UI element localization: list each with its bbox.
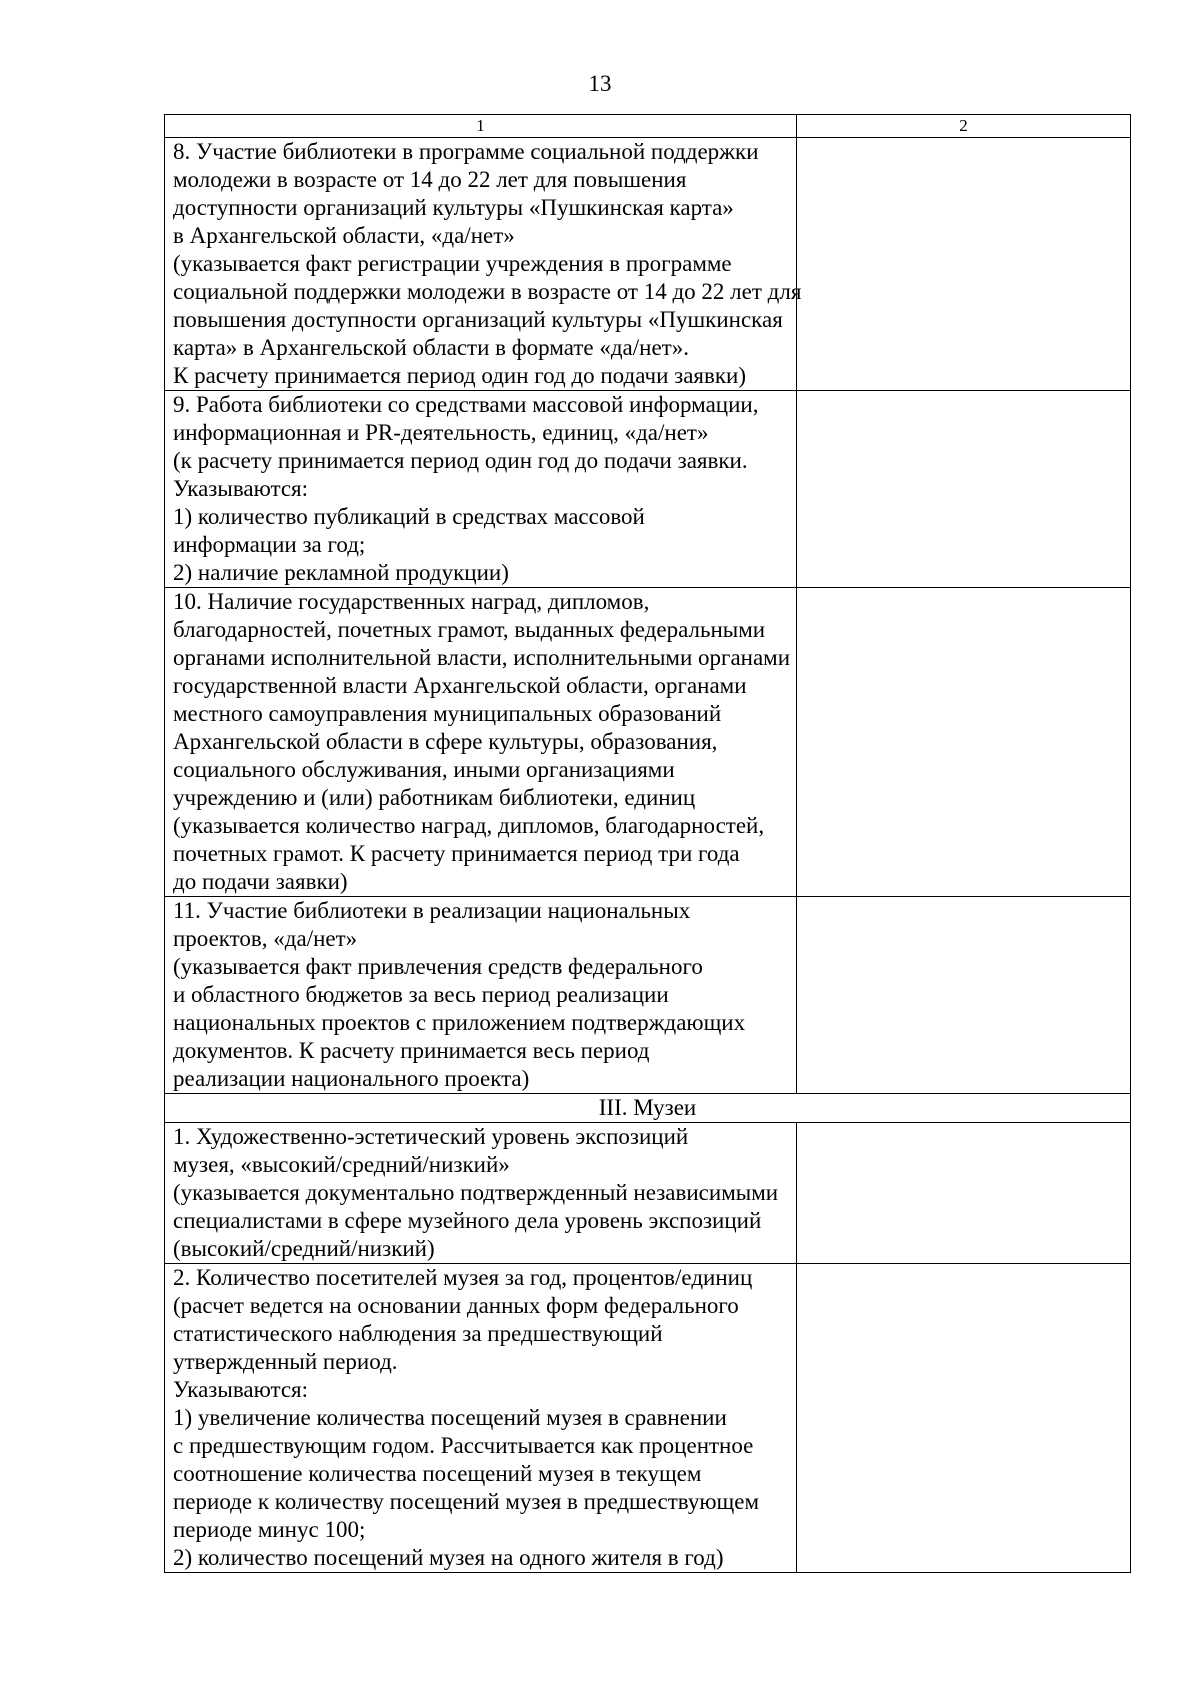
section-title: III. Музеи (165, 1094, 1131, 1123)
criterion-text-line: 1) количество публикаций в средствах массовой (173, 504, 645, 529)
table-row (165, 588, 1131, 897)
value-cell[interactable] (797, 897, 1131, 1094)
criterion-text-line: статистического наблюдения за предшествующий (173, 1321, 663, 1346)
criterion-text-line: 10. Наличие государственных наград, дипломов, (173, 589, 650, 614)
criterion-text-line: утвержденный период. (173, 1349, 398, 1374)
criterion-text-line: социального обслуживания, иными организациями (173, 757, 675, 782)
criteria-table (164, 114, 1131, 1573)
criterion-text-line: (указывается количество наград, дипломов, благодарностей, (173, 813, 765, 838)
table-row (165, 897, 1131, 1094)
criterion-cell (165, 391, 797, 588)
value-cell[interactable] (797, 1123, 1131, 1264)
criterion-text-line: периоде к количеству посещений музея в предшествующем (173, 1489, 760, 1514)
criterion-text-line: информации за год; (173, 532, 366, 557)
criterion-text-line: музея, «высокий/средний/низкий» (173, 1152, 510, 1177)
criterion-text-line: (к расчету принимается период один год до подачи заявки. (173, 448, 748, 473)
criterion-text-line: национальных проектов с приложением подтверждающих (173, 1010, 746, 1035)
criterion-cell (165, 1264, 797, 1573)
criterion-cell (165, 897, 797, 1094)
criterion-text-line: 2) количество посещений музея на одного жителя в год) (173, 1545, 724, 1570)
value-cell[interactable] (797, 138, 1131, 391)
page-number: 13 (588, 71, 612, 96)
column-header-1: 1 (165, 115, 797, 138)
criterion-text-line: (указывается факт привлечения средств федерального (173, 954, 703, 979)
criterion-text-line: Архангельской области в сфере культуры, образования, (173, 729, 718, 754)
criterion-text-line: 1) увеличение количества посещений музея в сравнении (173, 1405, 727, 1430)
table-row (165, 1123, 1131, 1264)
criterion-text-line: (указывается факт регистрации учреждения в программе (173, 251, 732, 276)
criterion-text-line: 8. Участие библиотеки в программе социальной поддержки (173, 139, 759, 164)
criterion-text-line: почетных грамот. К расчету принимается период три года (173, 841, 740, 866)
criterion-text-line: (указывается документально подтвержденный независимыми (173, 1180, 779, 1205)
criterion-text-line: социальной поддержки молодежи в возрасте от 14 до 22 лет для (173, 279, 802, 304)
criterion-text-line: Указываются: (173, 476, 308, 501)
column-header-2: 2 (797, 115, 1131, 138)
criterion-text-line: 1. Художественно-эстетический уровень экспозиций (173, 1124, 689, 1149)
criterion-text-line: периоде минус 100; (173, 1517, 366, 1542)
criterion-text-line: соотношение количества посещений музея в текущем (173, 1461, 702, 1486)
criterion-cell (165, 588, 797, 897)
table-row (165, 138, 1131, 391)
section-header-row (165, 1094, 1131, 1123)
criterion-cell (165, 1123, 797, 1264)
table-row (165, 1264, 1131, 1573)
criterion-text-line: специалистами в сфере музейного дела уровень экспозиций (173, 1208, 762, 1233)
criterion-text-line: учреждению и (или) работникам библиотеки, единиц (173, 785, 696, 810)
criterion-text-line: в Архангельской области, «да/нет» (173, 223, 515, 248)
criterion-text-line: молодежи в возрасте от 14 до 22 лет для повышения (173, 167, 687, 192)
criterion-text-line: (высокий/средний/низкий) (173, 1236, 435, 1261)
criterion-text-line: 11. Участие библиотеки в реализации национальных (173, 898, 691, 923)
criterion-text-line: 2. Количество посетителей музея за год, процентов/единиц (173, 1265, 753, 1290)
criterion-text-line: (расчет ведется на основании данных форм федерального (173, 1293, 739, 1318)
criterion-text-line: благодарностей, почетных грамот, выданных федеральными (173, 617, 766, 642)
criterion-text-line: 2) наличие рекламной продукции) (173, 560, 509, 585)
table-row (165, 391, 1131, 588)
criterion-text-line: карта» в Архангельской области в формате «да/нет». (173, 335, 689, 360)
criterion-text-line: и областного бюджетов за весь период реализации (173, 982, 669, 1007)
criterion-text-line: документов. К расчету принимается весь период (173, 1038, 650, 1063)
criterion-text-line: до подачи заявки) (173, 869, 348, 894)
criterion-text-line: Указываются: (173, 1377, 308, 1402)
criterion-text-line: местного самоуправления муниципальных образований (173, 701, 722, 726)
criterion-text-line: государственной власти Архангельской области, органами (173, 673, 747, 698)
criterion-text-line: повышения доступности организаций культуры «Пушкинская (173, 307, 783, 332)
criterion-cell (165, 138, 802, 391)
criterion-text-line: 9. Работа библиотеки со средствами массовой информации, (173, 392, 759, 417)
criterion-text-line: проектов, «да/нет» (173, 926, 358, 951)
criterion-text-line: органами исполнительной власти, исполнительными органами (173, 645, 791, 670)
criterion-text-line: информационная и PR-деятельность, единиц, «да/нет» (173, 420, 709, 445)
criterion-text-line: доступности организаций культуры «Пушкинская карта» (173, 195, 734, 220)
value-cell[interactable] (797, 391, 1131, 588)
criterion-text-line: К расчету принимается период один год до подачи заявки) (173, 363, 747, 388)
table-header-row (165, 115, 1131, 138)
value-cell[interactable] (797, 588, 1131, 897)
criterion-text-line: с предшествующим годом. Рассчитывается как процентное (173, 1433, 754, 1458)
criterion-text-line: реализации национального проекта) (173, 1066, 530, 1091)
value-cell[interactable] (797, 1264, 1131, 1573)
